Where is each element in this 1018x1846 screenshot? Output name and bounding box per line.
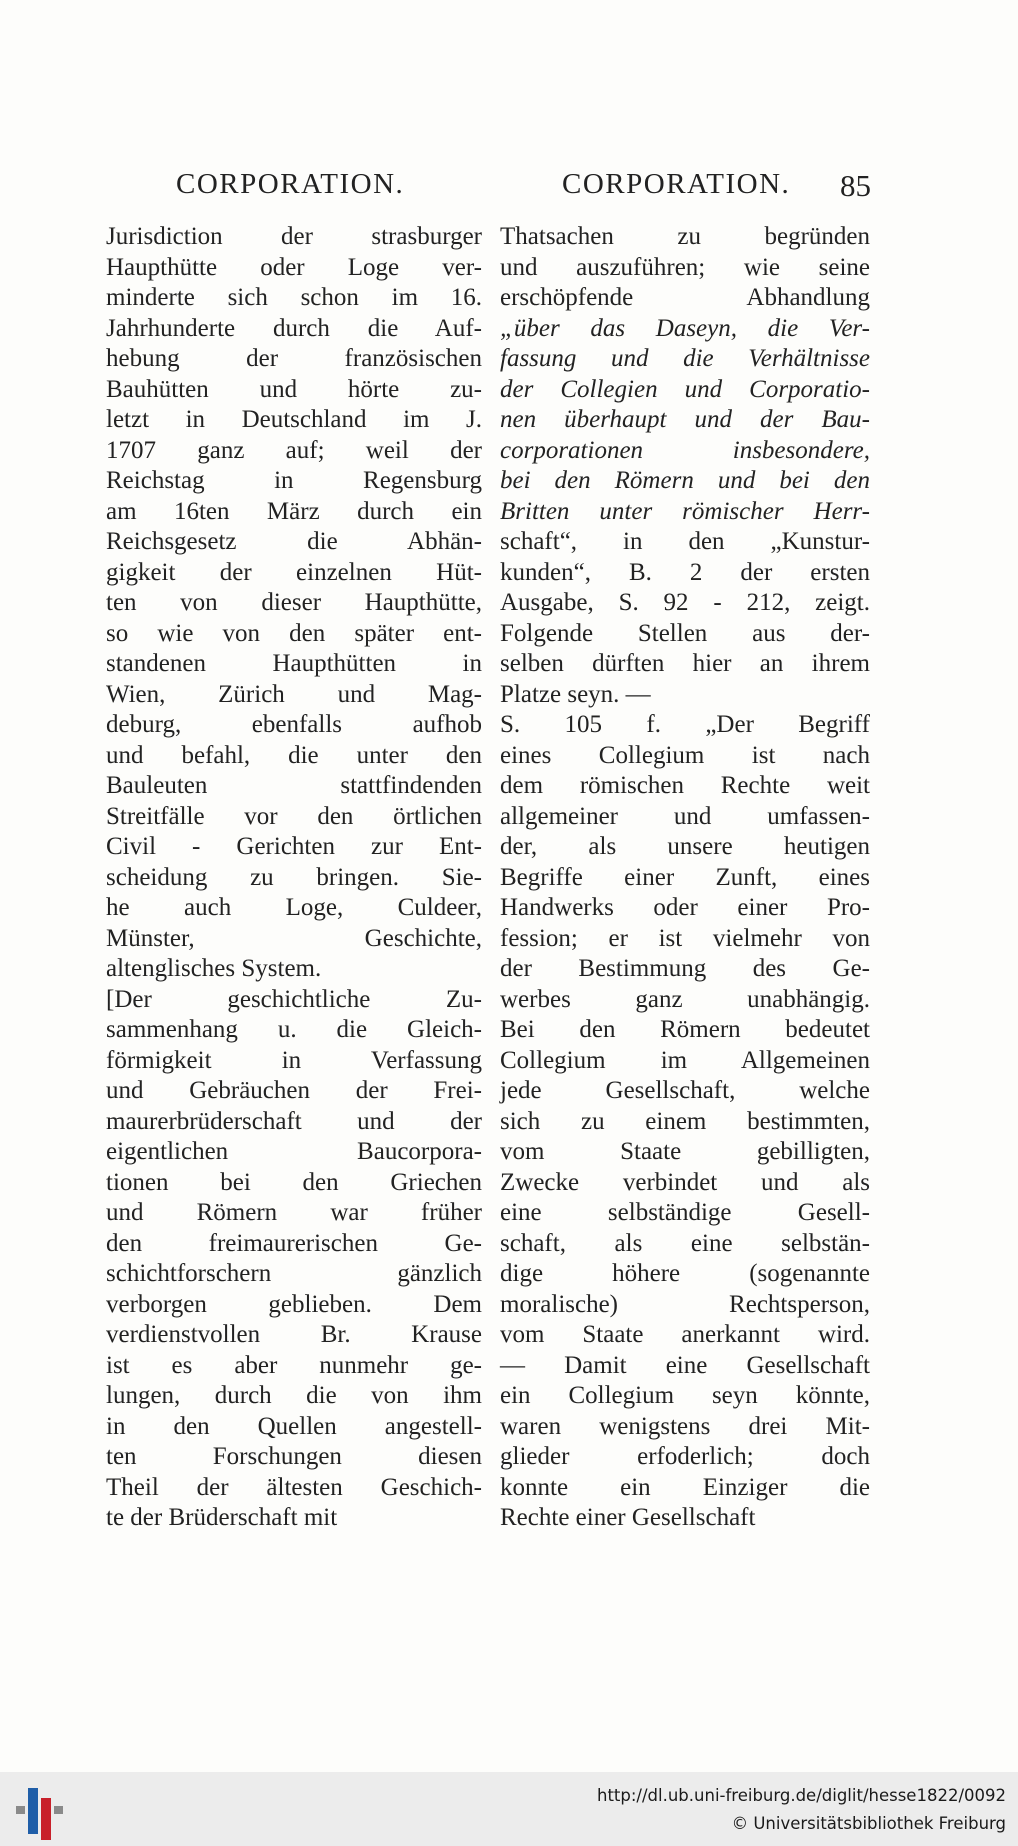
running-head-right: CORPORATION. [562, 168, 791, 200]
text-line: Bei den Römern bedeutet [500, 1016, 870, 1043]
library-logo-icon [14, 1782, 70, 1840]
text-line: Folgende Stellen aus der- [500, 619, 870, 647]
text-line: 1707 ganz auf; weil der [106, 436, 482, 464]
text-line: standenen Haupthütten in [106, 650, 482, 677]
text-line: bei den Römern und bei den [500, 467, 870, 494]
text-line: Münster, Geschichte, [106, 924, 482, 952]
text-column-right [500, 222, 870, 1534]
text-line: am 16ten März durch ein [106, 497, 482, 525]
text-line: der Bestimmung des Ge- [500, 955, 870, 982]
text-line: eigentlichen Baucorpora- [106, 1138, 482, 1165]
text-line: und befahl, die unter den [106, 741, 482, 769]
copyright-notice: © Universitätsbibliothek Freiburg [731, 1814, 1006, 1833]
text-line: waren wenigstens drei Mit- [500, 1412, 870, 1440]
text-line: Britten unter römischer Herr- [500, 497, 870, 525]
text-line: Begriffe einer Zunft, eines [500, 863, 870, 891]
text-line: und auszuführen; wie seine [500, 253, 870, 281]
text-line: ein Collegium seyn könnte, [500, 1382, 870, 1409]
text-line: glieder erfoderlich; doch [500, 1443, 870, 1470]
text-line: lungen, durch die von ihm [106, 1382, 482, 1409]
text-line: [Der geschichtliche Zu- [106, 985, 482, 1013]
text-line: schaft“, in den „Kunstur- [500, 528, 870, 555]
text-line: Bauhütten und hörte zu- [106, 375, 482, 403]
text-line: Streitfälle vor den örtlichen [106, 802, 482, 830]
text-line: und Römern war früher [106, 1199, 482, 1226]
text-line: minderte sich schon im 16. [106, 284, 482, 311]
text-line: Jahrhunderte durch die Auf- [106, 314, 482, 342]
text-line: Theil der ältesten Geschich- [106, 1473, 482, 1501]
text-line: dem römischen Rechte weit [500, 772, 870, 799]
text-line: konnte ein Einziger die [500, 1473, 870, 1501]
text-line: allgemeiner und umfassen- [500, 802, 870, 830]
text-line: Wien, Zürich und Mag- [106, 680, 482, 708]
text-line: vom Staate anerkannt wird. [500, 1321, 870, 1348]
text-line: Haupthütte oder Loge ver- [106, 253, 482, 281]
text-line: Bauleuten stattfindenden [106, 772, 482, 799]
text-line: förmigkeit in Verfassung [106, 1046, 482, 1074]
text-line: kunden“, B. 2 der ersten [500, 558, 870, 586]
text-line: te der Brüderschaft mit [106, 1504, 338, 1531]
text-line: altenglisches System. [106, 955, 322, 982]
text-line: jede Gesellschaft, welche [500, 1077, 870, 1104]
text-line: sich zu einem bestimmten, [500, 1107, 870, 1135]
text-line: he auch Loge, Culdeer, [106, 894, 482, 921]
text-line: corporationen insbesondere, [500, 436, 870, 464]
text-line: moralische) Rechtsperson, [500, 1290, 870, 1318]
text-line: verborgen geblieben. Dem [106, 1290, 482, 1318]
text-line: ten Forschungen diesen [106, 1443, 482, 1470]
source-url-link[interactable]: http://dl.ub.uni-freiburg.de/diglit/hesse1822/0092 [597, 1786, 1006, 1805]
text-line: Thatsachen zu begründen [500, 223, 870, 250]
text-line: „über das Daseyn, die Ver- [500, 314, 870, 342]
text-line: deburg, ebenfalls aufhob [106, 711, 482, 738]
text-line: Civil - Gerichten zur Ent- [106, 833, 482, 860]
text-line: Reichsgesetz die Abhän- [106, 528, 482, 555]
text-line: Jurisdiction der strasburger [106, 223, 482, 250]
text-line: scheidung zu bringen. Sie- [106, 863, 482, 891]
viewer-footer-bar [0, 1772, 1018, 1846]
text-line: werbes ganz unabhängig. [500, 985, 870, 1013]
text-line: ist es aber nunmehr ge- [106, 1351, 482, 1379]
text-line: Zwecke verbindet und als [500, 1168, 870, 1196]
text-line: schichtforschern gänzlich [106, 1260, 482, 1287]
text-line: Collegium im Allgemeinen [500, 1046, 870, 1074]
text-line: nen überhaupt und der Bau- [500, 406, 870, 433]
text-line: — Damit eine Gesellschaft [500, 1351, 870, 1379]
text-line: maurerbrüderschaft und der [106, 1107, 482, 1135]
text-line: und Gebräuchen der Frei- [106, 1077, 482, 1104]
text-line: erschöpfende Abhandlung [500, 284, 870, 311]
text-column-left [106, 222, 482, 1534]
text-line: der Collegien und Corporatio- [500, 375, 870, 403]
text-line: den freimaurerischen Ge- [106, 1229, 482, 1257]
text-line: letzt in Deutschland im J. [106, 406, 482, 433]
text-line: sammenhang u. die Gleich- [106, 1016, 482, 1043]
text-line: S. 105 f. „Der Begriff [500, 711, 870, 738]
text-line: der, als unsere heutigen [500, 833, 870, 860]
running-head-left: CORPORATION. [176, 168, 405, 200]
text-line: so wie von den später ent- [106, 619, 482, 647]
text-line: Platze seyn. — [500, 680, 651, 708]
text-line: Reichstag in Regensburg [106, 467, 482, 494]
text-line: fession; er ist vielmehr von [500, 924, 870, 952]
text-line: hebung der französischen [106, 345, 482, 372]
text-line: Ausgabe, S. 92 - 212, zeigt. [500, 589, 870, 616]
text-line: schaft, als eine selbstän- [500, 1229, 870, 1257]
text-line: ten von dieser Haupthütte, [106, 589, 482, 616]
text-line: tionen bei den Griechen [106, 1168, 482, 1196]
page-number: 85 [840, 168, 871, 203]
text-line: Handwerks oder einer Pro- [500, 894, 870, 921]
text-line: fassung und die Verhältnisse [500, 345, 870, 372]
text-line: gigkeit der einzelnen Hüt- [106, 558, 482, 586]
text-line: vom Staate gebilligten, [500, 1138, 870, 1165]
text-line: verdienstvollen Br. Krause [106, 1321, 482, 1348]
text-line: in den Quellen angestell- [106, 1412, 482, 1440]
text-line: eine selbständige Gesell- [500, 1199, 870, 1226]
text-line: dige höhere (sogenannte [500, 1260, 870, 1287]
text-line: selben dürften hier an ihrem [500, 650, 870, 677]
text-line: eines Collegium ist nach [500, 741, 870, 769]
text-line: Rechte einer Gesellschaft [500, 1504, 756, 1531]
